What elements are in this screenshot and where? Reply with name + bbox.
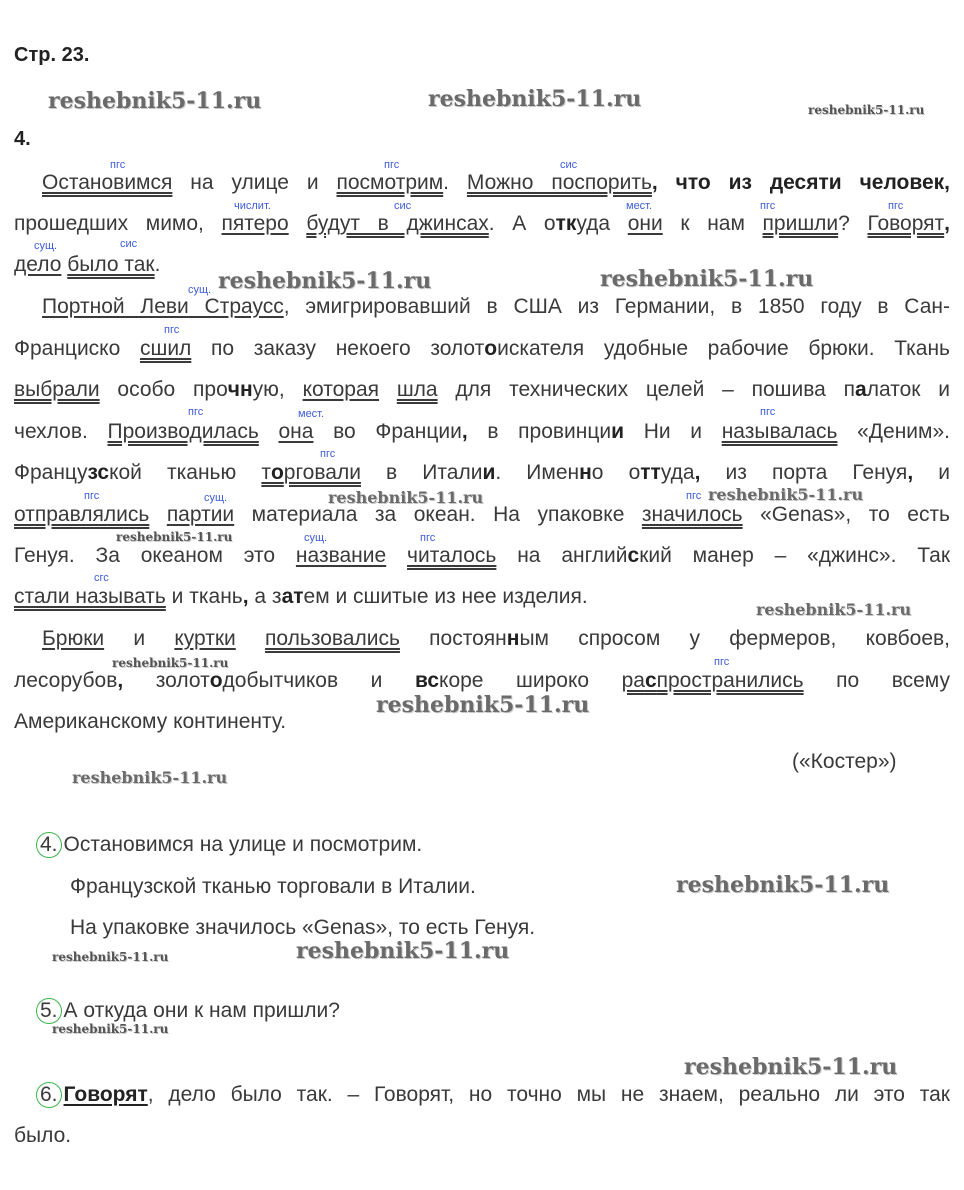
text-line-12: Брюки и куртки пользовались постоянным спросом у фермеров, ковбоев, (42, 627, 950, 650)
watermark: reshebnik5-11.ru (428, 86, 642, 112)
answer-6-line-2: было. (14, 1124, 72, 1147)
annotation-sushch: сущ. (34, 240, 58, 252)
annotation-pgs: пгс (384, 159, 400, 171)
annotation-sushch: сущ. (304, 532, 328, 544)
watermark: reshebnik5-11.ru (756, 600, 912, 619)
text-line-8: Французской тканью торговали в Италии. Именно оттуда, из порта Генуя, и (14, 461, 950, 484)
text-line-10: Генуя. За океаном это название читалось на английский манер – «джинс». Так (14, 544, 951, 567)
answer-4-line-2: Французской тканью торговали в Италии. (70, 875, 476, 898)
annotation-pgs: пгс (760, 406, 776, 418)
watermark: reshebnik5-11.ru (52, 1022, 169, 1036)
watermark: reshebnik5-11.ru (808, 103, 925, 117)
watermark: reshebnik5-11.ru (72, 768, 228, 787)
annotation-pgs: пгс (760, 200, 776, 212)
text-line-9: отправлялись партии материала за океан. На упаковке значилось «Genas», то есть (14, 503, 950, 526)
page-label: Стр. 23. (14, 44, 90, 66)
source-attribution: («Костер») (792, 750, 897, 773)
answer-4-line-1: 4. Остановимся на улице и посмотрим. (36, 832, 422, 858)
watermark: reshebnik5-11.ru (328, 488, 484, 507)
text-line-6: выбрали особо прочную, которая шла для технических целей – пошива палаток и (14, 378, 950, 401)
watermark: reshebnik5-11.ru (376, 692, 590, 718)
annotation-pgs: пгс (888, 200, 904, 212)
text-line-4: Портной Леви Страусс, эмигрировавший в США из Германии, в 1850 году в Сан- (42, 295, 950, 318)
annotation-pgs: пгс (714, 656, 730, 668)
annotation-chislit: числит. (234, 200, 271, 212)
text-line-13: лесорубов, золотодобытчиков и вскоре широко распространились по всему (14, 669, 950, 692)
annotation-mest: мест. (626, 200, 653, 212)
watermark: reshebnik5-11.ru (676, 872, 890, 898)
watermark: reshebnik5-11.ru (48, 88, 262, 114)
annotation-pgs: пгс (188, 406, 204, 418)
text-line-14: Американскому континенту. (14, 710, 287, 733)
watermark: reshebnik5-11.ru (684, 1054, 898, 1080)
annotation-pgs: пгс (84, 490, 100, 502)
annotation-pgs: пгс (686, 490, 702, 502)
watermark: reshebnik5-11.ru (708, 485, 864, 504)
answer-number-6: 6. (36, 1082, 62, 1108)
answer-4-line-3: На упаковке значилось «Genas», то есть Генуя. (70, 916, 536, 939)
watermark: reshebnik5-11.ru (116, 530, 233, 544)
text-line-5: Франциско сшил по заказу некоего золотоискателя удобные рабочие брюки. Ткань (14, 337, 950, 360)
annotation-pgs: пгс (420, 532, 436, 544)
answer-number-5: 5. (36, 998, 62, 1024)
annotation-sushch: сущ. (188, 284, 212, 296)
annotation-sis: сис (120, 238, 138, 250)
answer-number-4: 4. (36, 832, 62, 858)
answer-5: 5. А откуда они к нам пришли? (36, 998, 340, 1024)
annotation-pgs: пгс (164, 324, 180, 336)
annotation-sgs: сгс (94, 572, 109, 584)
text-line-2: прошедших мимо, пятеро будут в джинсах. А откуда они к нам пришли? Говорят, (14, 212, 951, 235)
answer-6-line-1: 6. Говорят, дело было так. – Говорят, но точно мы не знаем, реально ли это так (14, 1082, 950, 1108)
annotation-pgs: пгс (320, 448, 336, 460)
annotation-sis: сис (560, 159, 578, 171)
text-line-11: стали называть и ткань, а затем и сшитые из нее изделия. (14, 585, 588, 608)
watermark: reshebnik5-11.ru (600, 266, 814, 292)
text-line-1: Остановимся на улице и посмотрим. Можно поспорить, что из десяти человек, (42, 171, 951, 194)
annotation-pgs: пгс (110, 159, 126, 171)
text-line-3: дело было так. (14, 253, 161, 276)
annotation-sis: сис (394, 200, 412, 212)
annotation-mest: мест. (298, 408, 325, 420)
watermark: reshebnik5-11.ru (296, 938, 510, 964)
task-number: 4. (14, 128, 31, 150)
text-line-7: чехлов. Производилась она во Франции, в провинции Ни и называлась «Деним». (14, 420, 950, 443)
watermark: reshebnik5-11.ru (112, 656, 229, 670)
annotation-sushch: сущ. (204, 492, 228, 504)
watermark: reshebnik5-11.ru (218, 268, 432, 294)
watermark: reshebnik5-11.ru (52, 950, 169, 964)
